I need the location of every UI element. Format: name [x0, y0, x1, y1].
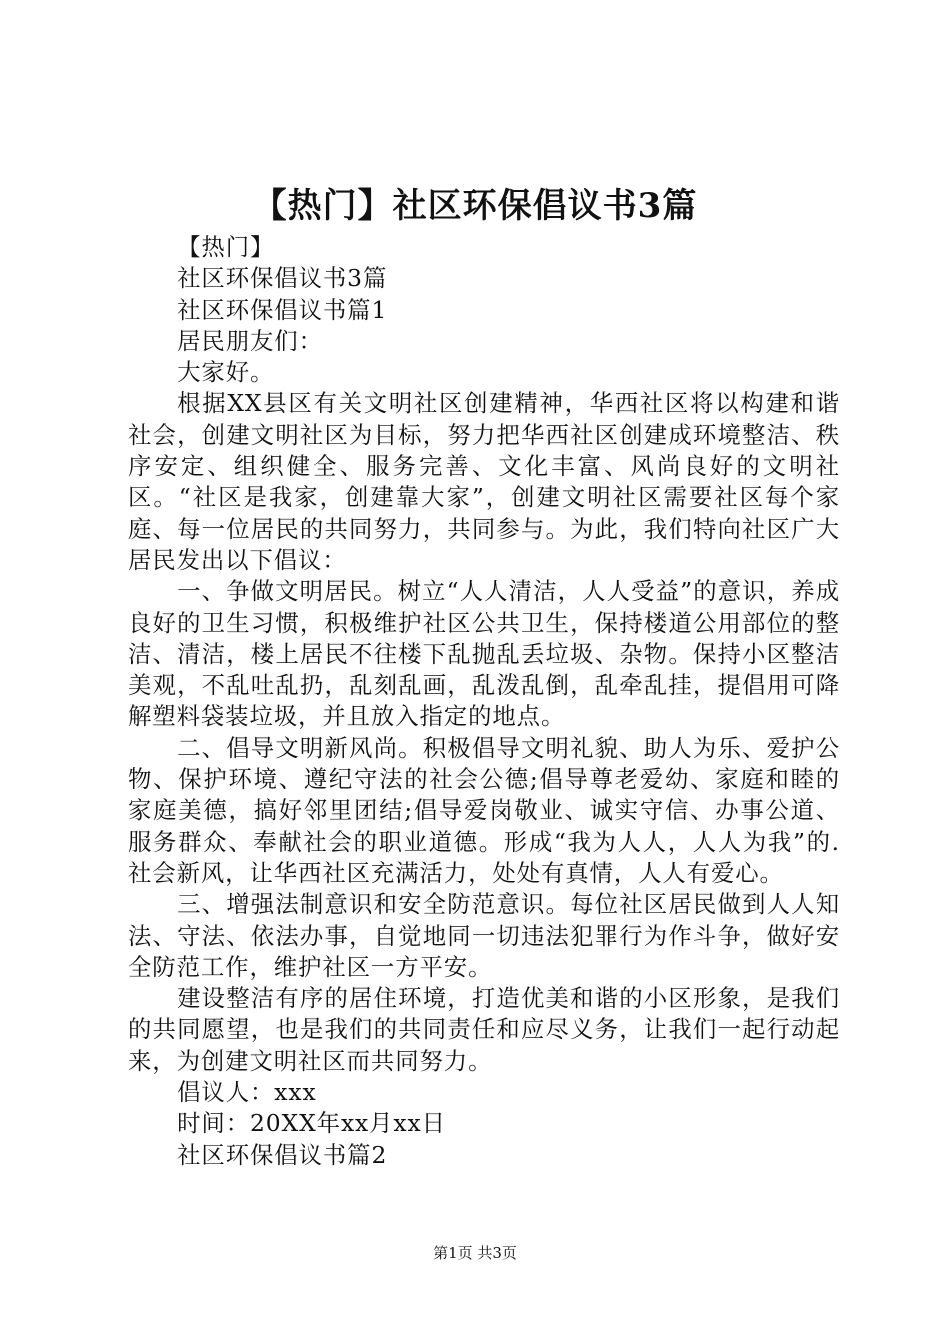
paragraph-point-2: 二、倡导文明新风尚。积极倡导文明礼貌、助人为乐、爱护公物、保护环境、遵纪守法的社会公德;倡导尊老爱幼、家庭和睦的家庭美德，搞好邻里团结;倡导爱岗敬业、诚实守信、办事公道、服务群众、奉献社会的职业道德。形成“我为人人，人人为我”的.社会新风，让华西社区充满活力，处处有真情，人人有爱心。: [128, 733, 840, 887]
paragraph-tag: 【热门】: [177, 233, 275, 261]
paragraph-greeting: 大家好。: [177, 358, 275, 387]
document-title: 【热门】社区环保倡议书3篇: [252, 186, 698, 226]
paragraph-point-1: 一、争做文明居民。树立“人人清洁，人人受益”的意识，养成良好的卫生习惯，积极维护社区公共卫生，保持楼道公用部位的整洁、清洁，楼上居民不往楼下乱抛乱丢垃圾、杂物。保持小区整洁美观，不乱吐乱扔，乱刻乱画，乱泼乱倒，乱牵乱挂，提倡用可降解塑料袋装垃圾，并且放入指定的地点。: [128, 577, 840, 731]
paragraph-proposer: 倡议人：xxx: [177, 1078, 317, 1107]
paragraph-subtitle: 社区环保倡议书3篇: [177, 264, 388, 293]
paragraph-date: 时间：20XX年xx月xx日: [177, 1109, 446, 1138]
document-body: [128, 232, 840, 1171]
paragraph-conclusion: 建设整洁有序的居住环境，打造优美和谐的小区形象，是我们的共同愿望，也是我们的共同责任和应尽义务，让我们一起行动起来，为创建文明社区而共同努力。: [128, 984, 840, 1075]
paragraph-section-heading-1: 社区环保倡议书篇1: [177, 295, 388, 324]
paragraph-section-heading-2: 社区环保倡议书篇2: [177, 1140, 388, 1169]
page-number-footer: 第1页 共3页: [433, 1244, 517, 1262]
paragraph-point-3: 三、增强法制意识和安全防范意识。每位社区居民做到人人知法、守法、依法办事，自觉地同一切违法犯罪行为作斗争，做好安全防范工作，维护社区一方平安。: [128, 890, 840, 981]
paragraph-salutation: 居民朋友们：: [177, 326, 323, 355]
paragraph-intro: 根据XX县区有关文明社区创建精神，华西社区将以构建和谐社会，创建文明社区为目标，努力把华西社区创建成环境整洁、秩序安定、组织健全、服务完善、文化丰富、风尚良好的文明社区。“社区是我家，创建靠大家”，创建文明社区需要社区每个家庭、每一位居民的共同努力，共同参与。为此，我们特向社区广大居民发出以下倡议：: [128, 389, 840, 574]
